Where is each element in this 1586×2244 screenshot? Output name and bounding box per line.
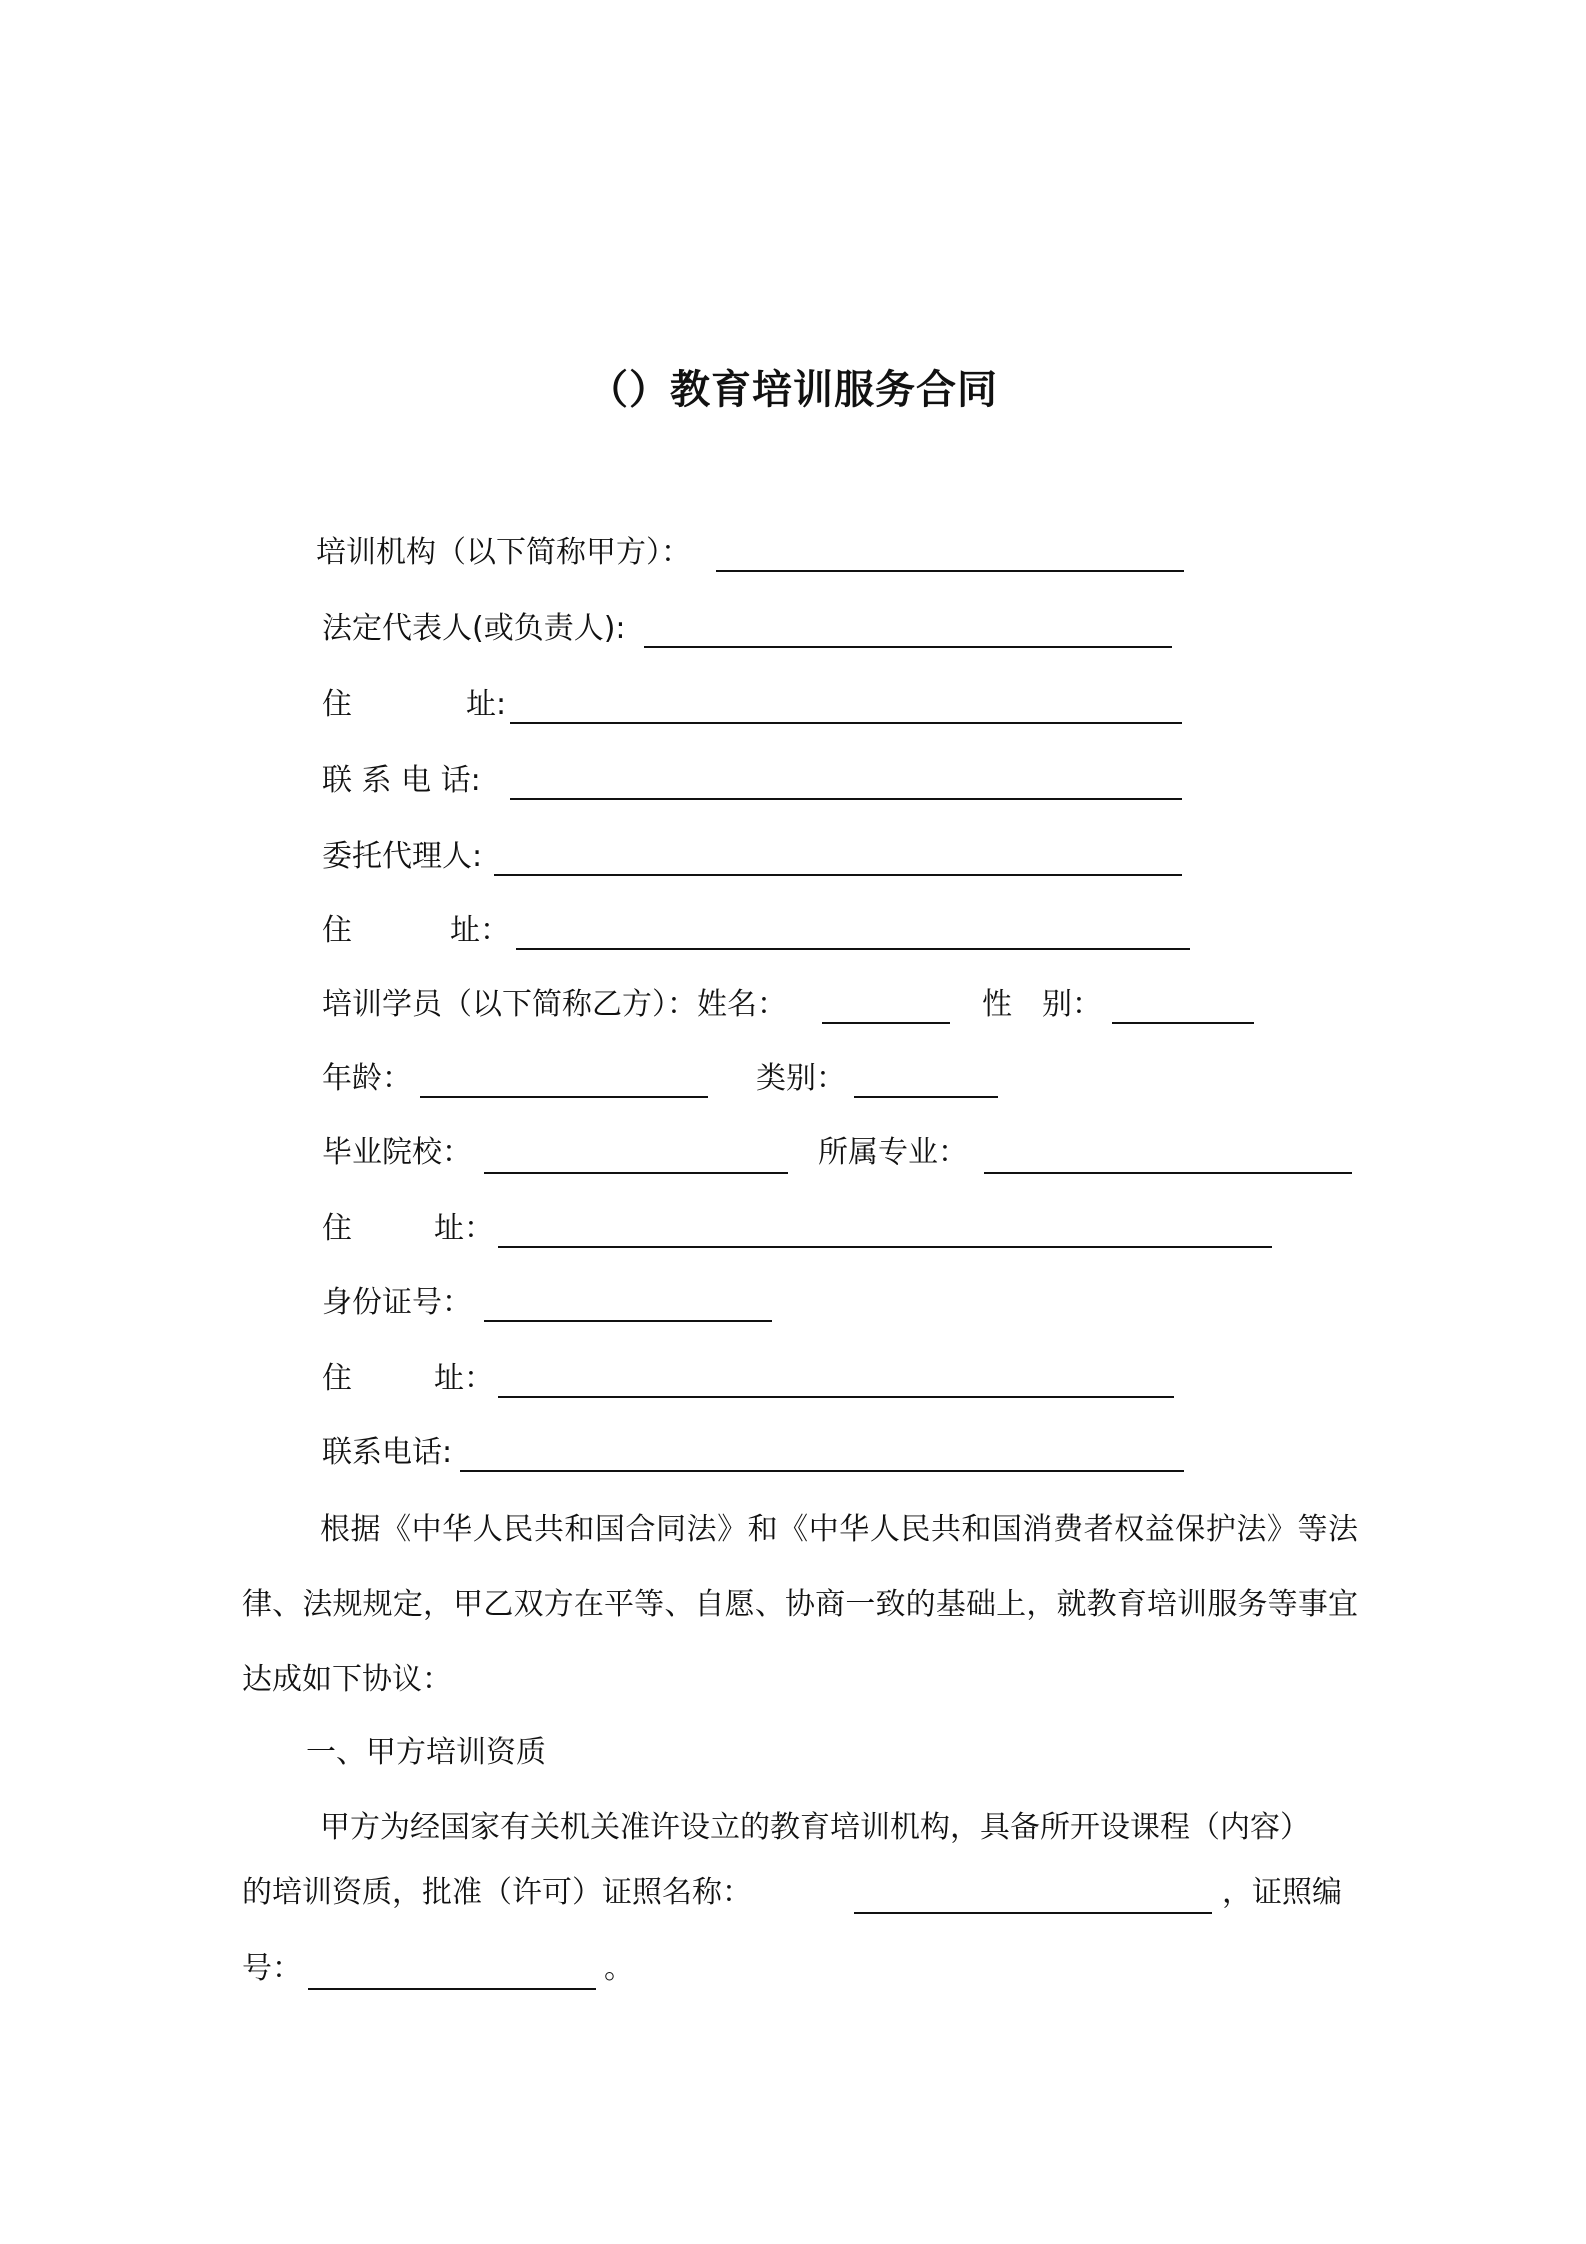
license-number-blank[interactable] xyxy=(308,1988,596,1990)
party-b-address2-label-char-2: 址： xyxy=(434,1361,494,1396)
party-b-address-blank[interactable] xyxy=(498,1246,1272,1248)
school-label: 毕业院校： xyxy=(322,1135,472,1170)
age-blank[interactable] xyxy=(420,1096,708,1098)
major-label: 所属专业： xyxy=(818,1135,968,1170)
phone-label: 联 系 电 话: xyxy=(322,763,481,798)
agent-address-label-char-2: 址： xyxy=(450,913,510,948)
school-blank[interactable] xyxy=(484,1172,788,1174)
section-1-text-2: ，证照编 xyxy=(1222,1875,1342,1910)
section-1-text-1: 甲方为经国家有关机关准许设立的教育培训机构，具备所开设课程（内容） xyxy=(320,1810,1310,1845)
section-1-heading: 一、甲方培训资质 xyxy=(306,1735,546,1770)
address-label-char-1: 住 xyxy=(322,687,352,722)
trainee-name-label: 培训学员（以下简称乙方）：姓名： xyxy=(322,987,787,1022)
agent-blank[interactable] xyxy=(494,874,1182,876)
party-a-address-blank[interactable] xyxy=(510,722,1182,724)
major-blank[interactable] xyxy=(984,1172,1352,1174)
id-label: 身份证号： xyxy=(322,1285,472,1320)
category-blank[interactable] xyxy=(854,1096,998,1098)
section-1-text-2-continued xyxy=(242,1944,322,1994)
contract-title: （）教育培训服务合同 xyxy=(588,367,998,413)
section-1-line-2 xyxy=(242,1868,1362,1918)
section-1-end-row xyxy=(604,1944,664,1994)
party-b-address-label-char-2: 址： xyxy=(434,1211,494,1246)
section-1-text-3: 。 xyxy=(604,1951,634,1986)
section-1-text-2-tail: 号： xyxy=(242,1951,302,1986)
license-name-blank[interactable] xyxy=(854,1912,1212,1914)
trainee-name-blank[interactable] xyxy=(822,1022,950,1024)
party-b-address-label-char-1: 住 xyxy=(322,1211,352,1246)
agent-address-blank[interactable] xyxy=(516,948,1190,950)
category-label: 类别： xyxy=(756,1061,846,1096)
section-1-line-1 xyxy=(242,1790,1358,1865)
school-major-row xyxy=(322,1128,1372,1178)
gender-label: 性 别： xyxy=(982,987,1102,1022)
id-blank[interactable] xyxy=(484,1320,772,1322)
gender-blank[interactable] xyxy=(1112,1022,1254,1024)
id-row xyxy=(322,1278,1222,1328)
party-b-address2-blank[interactable] xyxy=(498,1396,1174,1398)
section-1-text-1-continued: 的培训资质，批准（许可）证照名称： xyxy=(242,1875,752,1910)
legal-rep-blank[interactable] xyxy=(644,646,1172,648)
institution-label: 培训机构（以下简称甲方）： xyxy=(316,535,691,570)
agent-label: 委托代理人: xyxy=(322,839,483,874)
legal-rep-label: 法定代表人(或负责人): xyxy=(322,611,626,646)
party-b-phone-label: 联系电话: xyxy=(322,1435,453,1470)
party-b-phone-blank[interactable] xyxy=(460,1470,1184,1472)
party-a-phone-blank[interactable] xyxy=(510,798,1182,800)
agent-address-label-char-1: 住 xyxy=(322,913,352,948)
party-b-address2-label-char-1: 住 xyxy=(322,1361,352,1396)
preamble-paragraph: 根据《中华人民共和国合同法》和《中华人民共和国消费者权益保护法》等法律、法规规定，甲乙双方在平等、自愿、协商一致的基础上，就教育培训服务等事宜达成如下协议： xyxy=(242,1512,1358,1697)
institution-blank[interactable] xyxy=(716,570,1184,572)
address-label-char-2: 址: xyxy=(466,687,507,722)
age-label: 年龄： xyxy=(322,1061,412,1096)
